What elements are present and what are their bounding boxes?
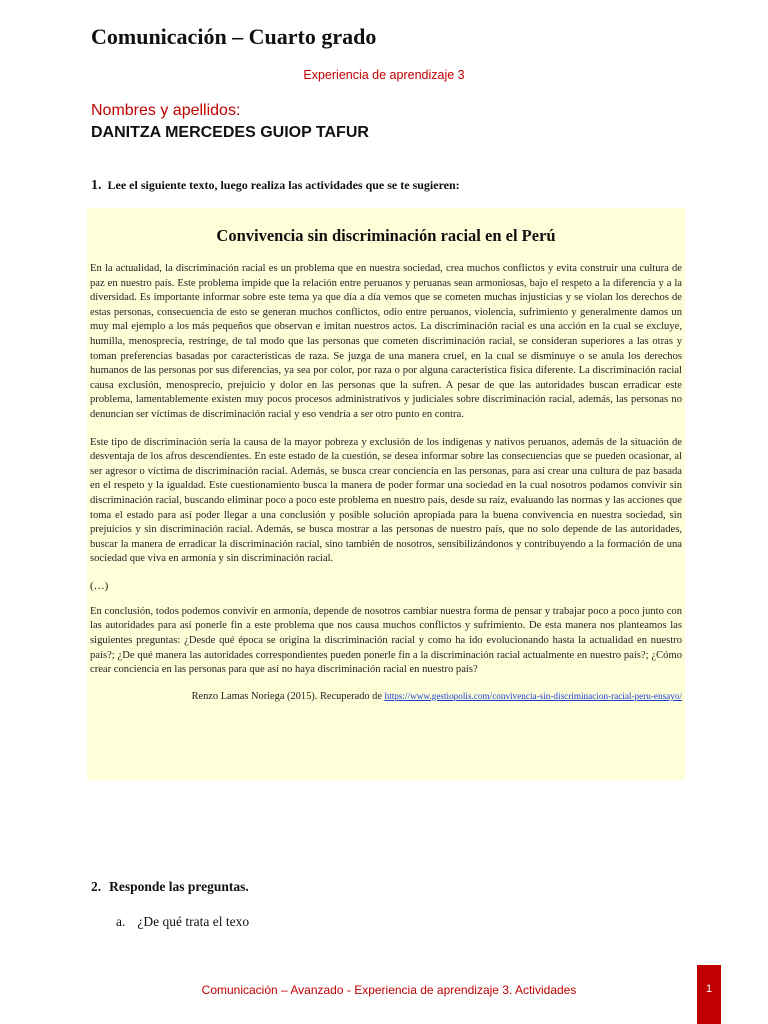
question-1-number: 1. [91,178,102,193]
page-subtitle: Experiencia de aprendizaje 3 [303,68,465,82]
reading-ellipsis: (…) [90,579,109,592]
reading-paragraph-2: Este tipo de discriminación sería la causa de la mayor pobreza y exclusión de los indígenas y nativos peruanos, además de la situación de desventaja de los afros descendientes. En este estado de la cuestión, se desea informar sobre las consecuencias que se pueden ocasionar, al ser agresor o víctima de discriminación racial. Además, se busca crear conciencia en las personas, para así crear una cultura de paz basada en el respeto y la igualdad. Este cuestionamiento busca la manera de poder formar una sociedad en la cual nosotros podamos convivir sin discriminación racial, buscando eliminar poco a poco este problema en nuestro país, desde su raíz, evaluando las normas y las acciones que toma el estado para así poder llegar a una conclusión y posible solución apropiada para la buena convivencia en nuestra sociedad, sin prejuicios y sin discriminación racial. Además, se busca mostrar a las personas de nuestro país, que no solo depende de las autoridades, buscar la manera de erradicar la discriminación racial, sino también de nosotros, sensibilizándonos y contribuyendo a la formación de una sociedad que viva en armonía y sin discriminación racial. [90,436,682,565]
question-1-text: Lee el siguiente texto, luego realiza las actividades que se te sugieren: [107,178,460,192]
question-2-number: 2. [91,879,102,894]
reading-box [87,208,685,780]
citation-text: Renzo Lamas Noriega (2015). Recuperado de [191,690,385,702]
names-label: Nombres y apellidos: [91,102,241,119]
question-2-text: Responde las preguntas. [109,879,249,894]
question-1 [91,178,460,194]
page-number: 1 [697,965,721,1024]
citation-link[interactable]: https://www.gestiopolis.com/convivencia-sin-discriminacion-racial-peru-ensayo/ [384,690,682,701]
page-footer: Comunicación – Avanzado - Experiencia de aprendizaje 3. Actividades [201,983,577,997]
question-item-text: ¿De qué trata el texo [137,914,250,929]
question-item [116,914,249,930]
question-2 [91,879,249,895]
question-item-letter: a. [116,914,126,929]
student-name: DANITZA MERCEDES GUIOP TAFUR [91,124,369,141]
reading-title: Convivencia sin discriminación racial en el Perú [216,226,556,245]
reading-conclusion: En conclusión, todos podemos convivir en armonía, depende de nosotros cambiar nuestra forma de pensar y trabajar poco a poco junto con las autoridades para así ponerle fin a este problema que nos causa muchos conflictos y sufrimiento. De esta manera nos planteamos las siguientes preguntas: ¿Desde qué época se origina la discriminación racial y como ha ido evolucionando hasta la actualidad en nuestro país?; ¿De qué manera las autoridades correspondientes pueden ponerle fin a la discriminación racial actualmente en nuestro país?; ¿Cómo crear conciencia en las personas para que así no haya discriminación racial en nuestro país? [90,605,682,676]
reading-paragraph-1: En la actualidad, la discriminación racial es un problema que en nuestra sociedad, crea muchos conflictos y evita construir una cultura de paz en nuestro país. Este problema impide que la relación entre peruanos y peruanas sean armoniosas, bajo el respeto a la diferencia y a la diversidad. Es importante informar sobre este tema ya que día a día vemos que se cometen muchas injusticias y se violan los derechos de estas personas, consecuencia de esto se generan muchos conflictos, odio entre peruanos, violencia, sufrimiento y generalmente damos un muy mal ejemplo a los más pequeños que observan e imitan nuestros actos. La discriminación racial es una acción en la cual se excluye, humilla, menosprecia, restringe, de tal modo que las personas que cometen discriminación racial, se consideran superiores a las otras y toman preferencias basadas por características de raza. Se juzga de una manera cruel, en la cual se disminuye o se anula los derechos humanos de las personas por sus diferencias, ya sea por color, por raza o por alguna característica física diferente. La discriminación racial causa exclusión, menosprecio, prejuicio y dolor en las personas que la sufren. A pesar de que las autoridades buscan erradicar este problema, lamentablemente existen muy pocos procesos administrativos y judiciales sobre discriminación racial, además, las personas no denuncian ser víctimas de discriminación racial y eso vendría a ser otro punto en contra. [90,263,682,420]
citation [90,691,682,702]
page-title: Comunicación – Cuarto grado [91,24,377,49]
